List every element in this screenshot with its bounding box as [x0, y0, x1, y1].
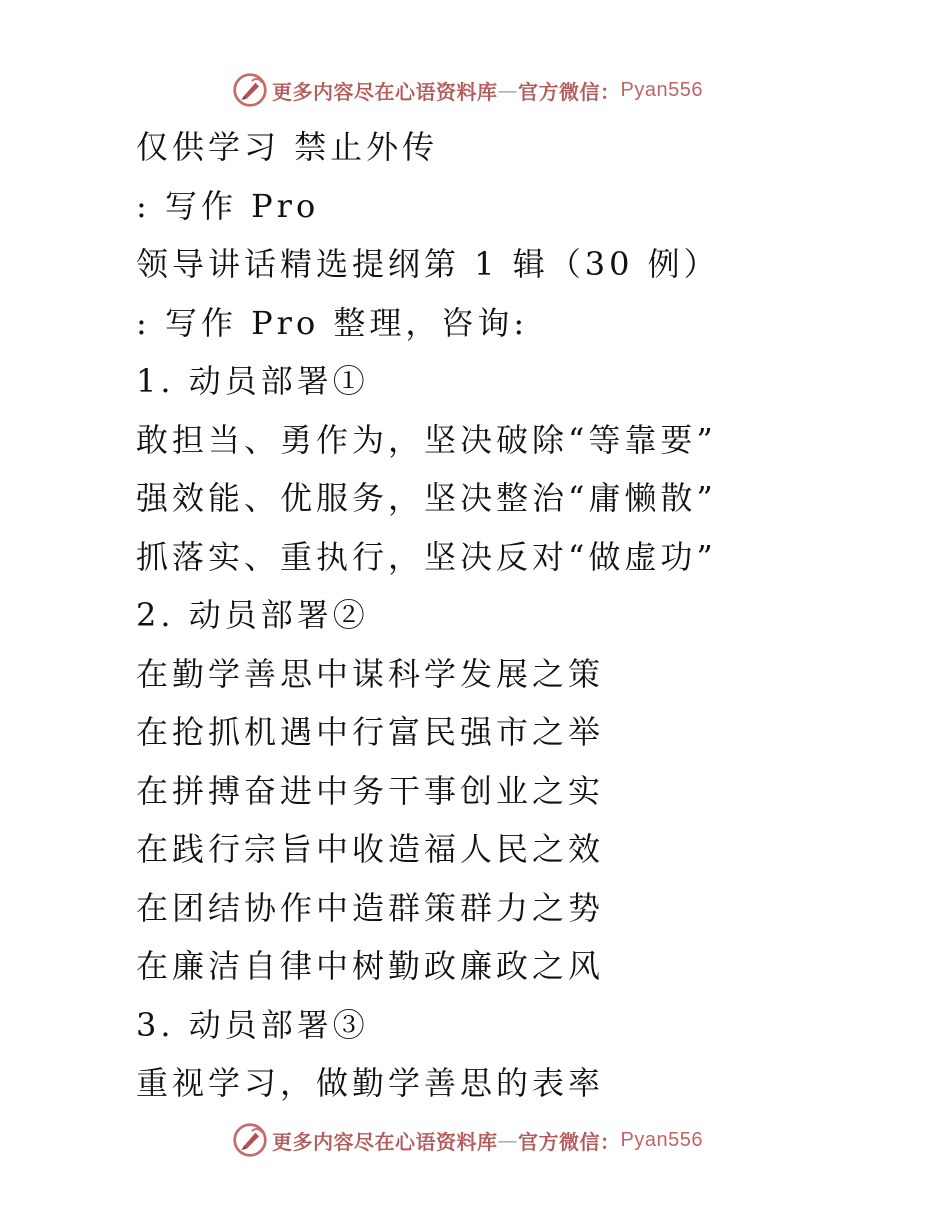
watermark-separator: —	[497, 1128, 518, 1152]
text-line: 在勤学善思中谋科学发展之策	[136, 654, 605, 693]
watermark-account: Pyan556	[620, 1128, 703, 1151]
text-line: 敢担当、勇作为，坚决破除“等靠要”	[136, 420, 717, 459]
text-line: 在抢抓机遇中行富民强市之举	[136, 713, 605, 751]
watermark-separator: —	[497, 78, 518, 102]
section-heading-2: 2. 动员部署②	[136, 596, 369, 634]
text-line: 强效能、优服务，坚决整治“庸懒散”	[136, 479, 717, 517]
document-title: 领导讲话精选提纲第 1 辑（30 例）	[136, 245, 720, 283]
text-line: 在团结协作中造群策群力之势	[136, 888, 605, 927]
watermark-account-label: 官方微信：	[518, 79, 621, 104]
watermark-main-text: 更多内容尽在心语资料库	[272, 79, 498, 104]
notice-line: 仅供学习 禁止外传	[136, 128, 439, 166]
text-line: 在廉洁自律中树勤政廉政之风	[136, 947, 605, 985]
text-line: 抓落实、重执行，坚决反对“做虚功”	[136, 537, 717, 576]
source-contact-line: : 写作 Pro 整理，咨询:	[136, 303, 529, 342]
watermark-account-label: 官方微信：	[518, 1129, 621, 1154]
text-line: 在践行宗旨中收造福人民之效	[136, 830, 605, 868]
watermark-main-text: 更多内容尽在心语资料库	[272, 1129, 498, 1154]
text-line: 重视学习，做勤学善思的表率	[136, 1064, 605, 1102]
pen-nib-icon	[232, 72, 268, 108]
document-body	[136, 118, 916, 1113]
watermark-header	[232, 70, 703, 110]
watermark-account: Pyan556	[620, 78, 703, 101]
pen-nib-icon	[232, 1122, 268, 1158]
text-line: 在拼搏奋进中务干事创业之实	[136, 771, 605, 810]
section-heading-3: 3. 动员部署③	[136, 1005, 369, 1044]
source-line: : 写作 Pro	[136, 186, 320, 225]
section-heading-1: 1. 动员部署①	[136, 362, 369, 400]
watermark-footer	[232, 1120, 703, 1160]
